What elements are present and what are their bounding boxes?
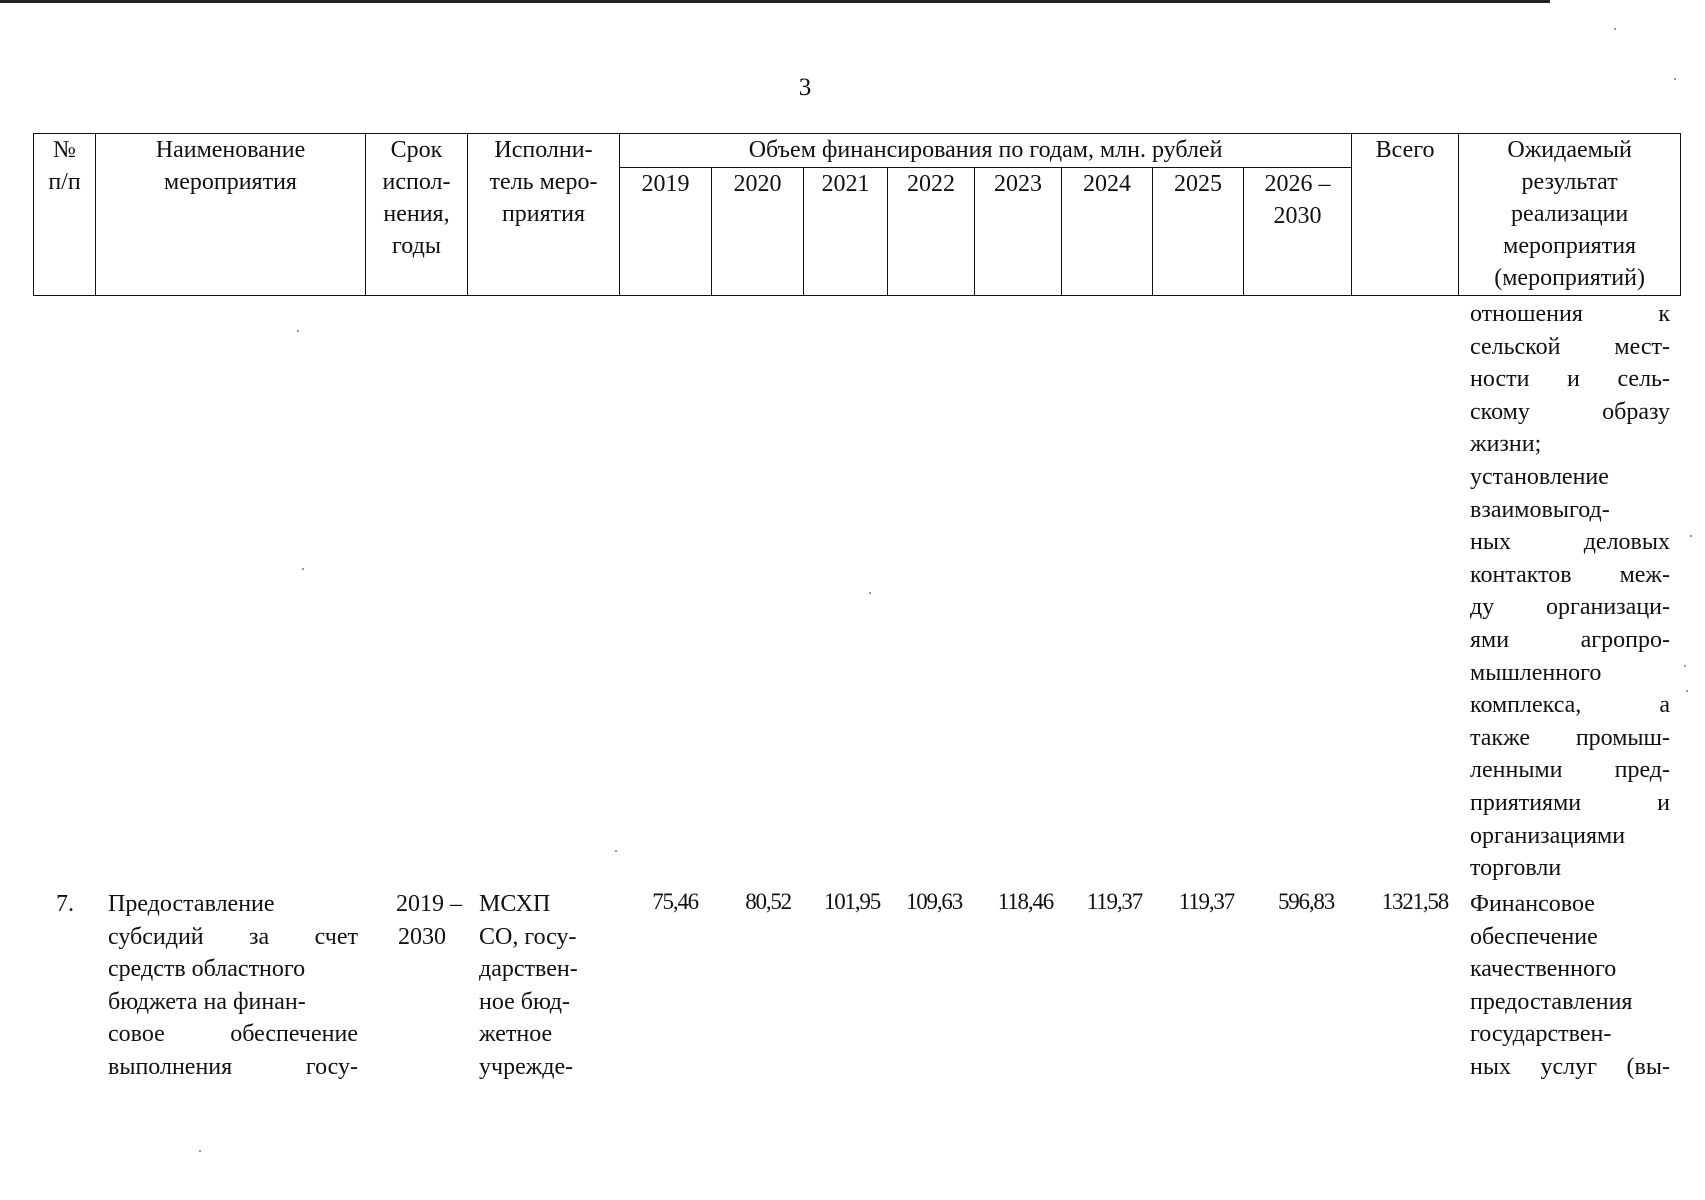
line-word: госу- <box>305 1053 358 1080</box>
header-name: Наименование мероприятия <box>96 134 366 296</box>
row7-executor <box>479 888 611 1084</box>
row7-result <box>1470 888 1670 1084</box>
row7-value-2026-2030: 596,83 <box>1277 889 1334 914</box>
row7-result-line: Финансовое <box>1470 891 1595 917</box>
row7-total: 1321,58 <box>1381 889 1448 914</box>
row7-result-line: обеспечение <box>1470 923 1598 950</box>
header-total: Всего <box>1352 134 1459 296</box>
line-word: промыш- <box>1575 724 1670 751</box>
continued-result-line: торговли <box>1470 855 1562 882</box>
line-word: контактов <box>1470 561 1572 588</box>
row7-result-line: государствен- <box>1470 1021 1612 1048</box>
row7-term <box>378 888 462 953</box>
continued-result-line <box>1470 787 1670 820</box>
line-word: агропро- <box>1580 626 1670 653</box>
row7-value-2022: 109,63 <box>905 889 962 914</box>
row7-value-2019: 75,46 <box>652 889 698 914</box>
line-word: также <box>1470 724 1531 751</box>
continued-result-line: жизни; <box>1470 431 1542 458</box>
line-word: субсидий <box>108 923 204 950</box>
continued-result-line: организациями <box>1470 822 1626 849</box>
scan-speck <box>1614 28 1616 30</box>
row7-name-line: средств областного <box>108 956 306 983</box>
line-word: образу <box>1602 398 1670 425</box>
row7-executor-line: МСХП <box>479 891 551 917</box>
line-word: комплекса, <box>1470 692 1582 719</box>
row7-result-line: предоставления <box>1470 988 1633 1015</box>
line-word: счет <box>314 923 358 950</box>
line-word: выполнения <box>108 1053 233 1080</box>
row7-name-line <box>108 921 358 954</box>
line-word: меж- <box>1619 561 1670 588</box>
header-year-2022: 2022 <box>888 168 975 296</box>
continued-result-line <box>1470 559 1670 592</box>
scan-speck <box>297 330 299 332</box>
line-word: мест- <box>1614 333 1670 360</box>
row7-name-line: Предоставление <box>108 891 275 917</box>
line-word: скому <box>1470 398 1530 425</box>
row7-number: 7. <box>56 891 74 917</box>
scan-speck <box>302 568 304 570</box>
header-year-2025: 2025 <box>1153 168 1244 296</box>
line-word: за <box>249 923 270 950</box>
continued-result-line <box>1470 396 1670 429</box>
line-word: деловых <box>1583 529 1670 556</box>
header-result: Ожидаемый результат реализации мероприятия (мероприятий) <box>1459 134 1681 296</box>
row7-name <box>108 888 358 1084</box>
header-term: Срок испол- нения, годы <box>366 134 468 296</box>
page-top-edge <box>0 0 1550 3</box>
continued-result-line <box>1470 754 1670 787</box>
row7-value-2021: 101,95 <box>823 889 880 914</box>
line-word: отношения <box>1470 301 1583 327</box>
line-word: к <box>1658 301 1670 327</box>
line-word: ленными <box>1470 757 1563 784</box>
continued-result-line: установление <box>1470 463 1609 490</box>
row7-value-2023: 118,46 <box>997 889 1053 914</box>
header-year-2023: 2023 <box>975 168 1062 296</box>
line-word: и <box>1567 366 1580 393</box>
line-word: ных <box>1470 1053 1511 1080</box>
continued-result-line <box>1470 526 1670 559</box>
line-word: услуг <box>1540 1053 1597 1080</box>
row7-name-line <box>108 1051 358 1084</box>
line-word: приятиями <box>1470 789 1582 816</box>
row7-term-line: 2030 <box>398 923 446 950</box>
header-number: № п/п <box>34 134 96 296</box>
scan-speck <box>869 592 871 594</box>
line-word: ями <box>1470 626 1510 653</box>
scan-speck <box>199 1150 201 1152</box>
header-year-2020: 2020 <box>712 168 804 296</box>
scan-speck <box>1674 78 1676 80</box>
continued-result-line <box>1470 689 1670 722</box>
header-year-2026-2030: 2026 – 2030 <box>1244 168 1352 296</box>
row7-term-line: 2019 – <box>396 891 462 917</box>
line-word: организаци- <box>1546 594 1670 621</box>
row7-value-2020: 80,52 <box>745 889 791 914</box>
line-word: обеспечение <box>230 1021 358 1048</box>
header-year-2019: 2019 <box>620 168 712 296</box>
scan-speck <box>1684 665 1686 667</box>
continued-result-line: взаимовыгод- <box>1470 496 1610 523</box>
continued-result-line <box>1470 331 1670 364</box>
page-number: 3 <box>798 74 812 101</box>
row7-executor-line: жетное <box>479 1021 553 1048</box>
line-word: пред- <box>1614 757 1670 784</box>
row7-executor-line: учрежде- <box>479 1053 574 1080</box>
continued-result-line <box>1470 363 1670 396</box>
header-executor: Исполни- тель меро- приятия <box>468 134 620 296</box>
row7-executor-line: СО, госу- <box>479 923 577 950</box>
funding-table-header <box>33 133 1681 296</box>
line-word: а <box>1659 692 1670 719</box>
continued-result-line <box>1470 591 1670 624</box>
row7-executor-line: дарствен- <box>479 956 578 983</box>
scan-speck <box>615 850 617 852</box>
continued-result-line: мышленного <box>1470 659 1602 686</box>
row7-result-line <box>1470 1051 1670 1084</box>
scan-speck <box>1690 535 1692 537</box>
scan-speck <box>1686 690 1688 692</box>
row7-name-line: бюджета на финан- <box>108 988 306 1015</box>
row7-value-2025: 119,37 <box>1178 889 1234 914</box>
continued-result-text <box>1470 298 1670 885</box>
row7-result-line: качественного <box>1470 956 1617 983</box>
continued-result-line <box>1470 624 1670 657</box>
header-funding-group: Объем финансирования по годам, млн. рублей <box>620 134 1352 168</box>
line-word: сель- <box>1617 366 1670 393</box>
header-year-2021: 2021 <box>804 168 888 296</box>
line-word: ности <box>1470 366 1530 393</box>
row7-executor-line: ное бюд- <box>479 988 570 1015</box>
line-word: и <box>1657 789 1670 816</box>
line-word: (вы- <box>1626 1053 1670 1080</box>
line-word: ду <box>1470 594 1495 621</box>
row7-value-2024: 119,37 <box>1086 889 1142 914</box>
line-word: совое <box>108 1021 165 1048</box>
line-word: сельской <box>1470 333 1561 360</box>
line-word: ных <box>1470 529 1511 556</box>
header-year-2024: 2024 <box>1062 168 1153 296</box>
continued-result-line <box>1470 722 1670 755</box>
row7-name-line <box>108 1018 358 1051</box>
continued-result-line <box>1470 298 1670 331</box>
